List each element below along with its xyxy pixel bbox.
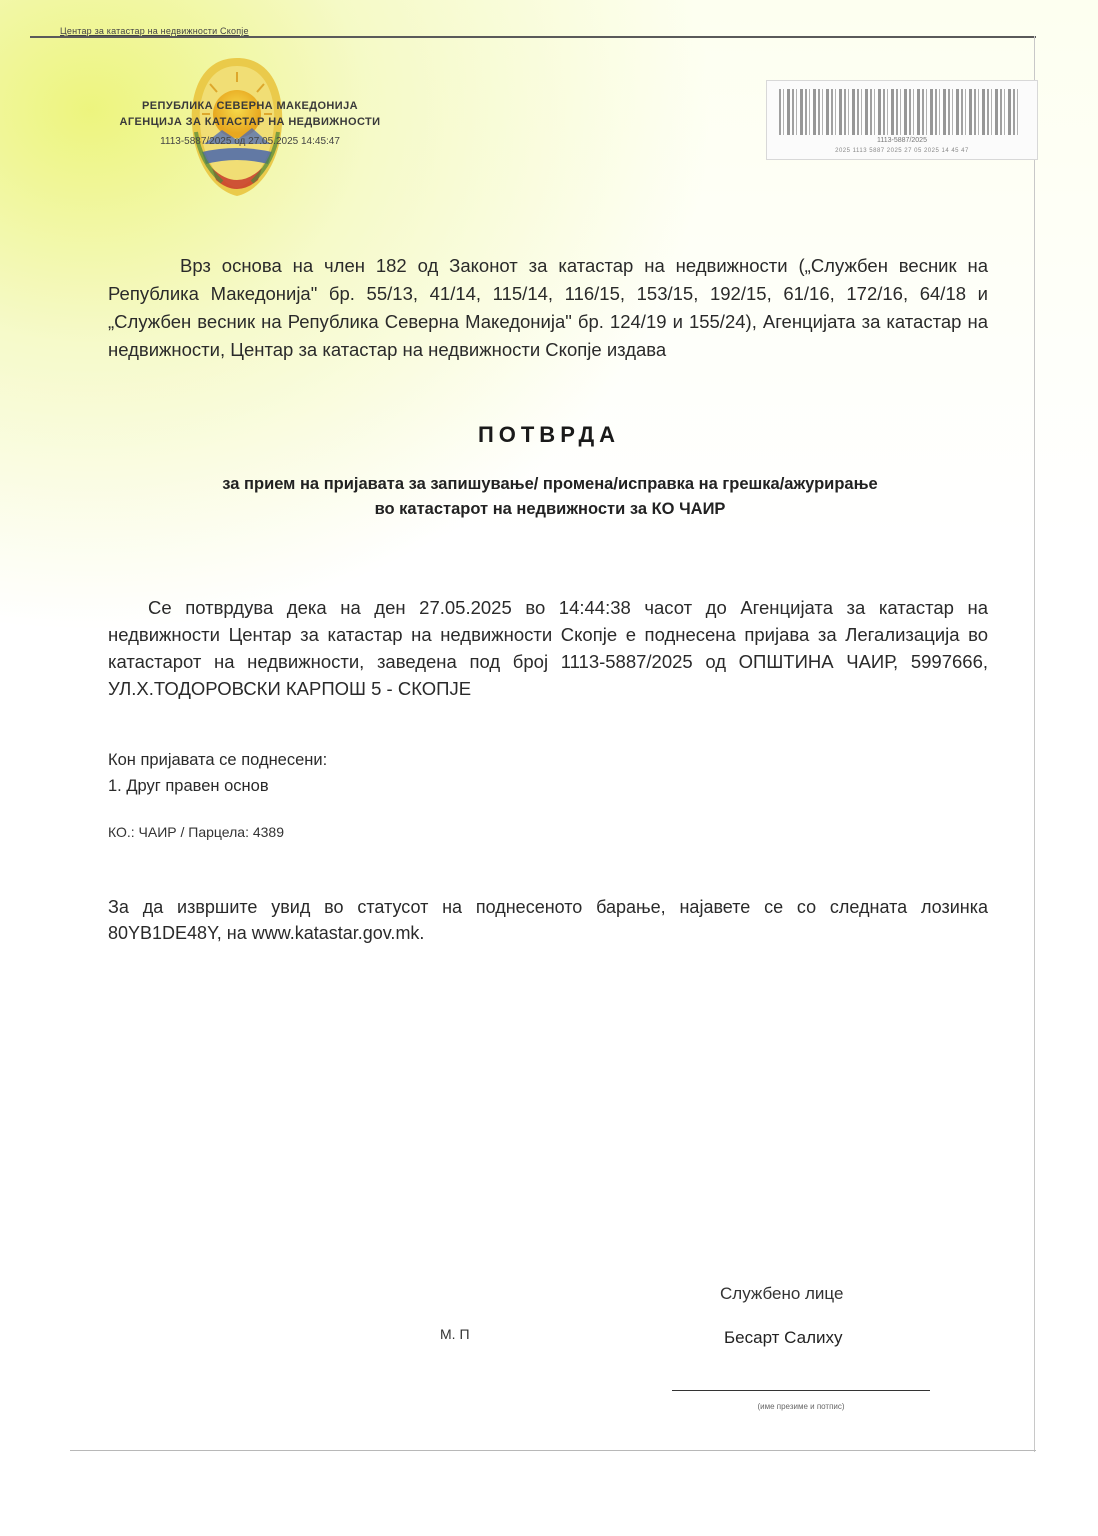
signature-line [672, 1390, 930, 1391]
top-office-label: Центар за катастар на недвижности Скопје [60, 26, 249, 36]
page-bottom-rule [70, 1450, 1036, 1451]
official-name: Бесарт Салиху [724, 1328, 843, 1347]
parcel-info: КО.: ЧАИР / Парцела: 4389 [108, 824, 284, 840]
barcode-caption: 2025 1113 5887 2025 27 05 2025 14 45 47 [835, 148, 969, 154]
legal-basis-paragraph: Врз основа на член 182 од Законот за катастар на недвижности („Службен весник на Република Македонија" бр. 55/13, 41/14, 115/14, 116/15, 153/15, 192/15, 61/16, 172/16, 64/18 и „Службен весник на Република Северна Македонија" бр. 124/19 и 155/24), Агенцијата за катастар на недвижности, Центар за катастар на недвижности Скопје издава [108, 255, 988, 360]
login-instructions: За да извршите увид во статусот на поднесеното барање, најавете се со следната лозинка 80YB1DE48Y, на www.katastar.gov.mk. [108, 897, 988, 943]
subtitle-line-1: за прием на пријавата за запишување/ промена/исправка на грешка/ажурирање [222, 475, 878, 493]
barcode-icon [779, 89, 1019, 135]
registration-number: 1113-5887/2025 од 27.05.2025 14:45:47 [160, 136, 340, 147]
signature-caption: (име презиме и потпис) [757, 1402, 845, 1411]
official-title: Службено лице [720, 1284, 844, 1303]
attachments-block [108, 747, 608, 799]
document-subtitle [90, 472, 1010, 522]
barcode-box [766, 80, 1038, 160]
confirmation-paragraph: Се потврдува дека на ден 27.05.2025 во 14:44:38 часот до Агенцијата за катастар на недвижности Центар за катастар на недвижности Скопје е поднесена пријава за Легализација во катастарот на недвижности, заведена под број 1113-5887/2025 од ОПШТИНА ЧАИР, 5997666, УЛ.Х.ТОДОРОВСКИ КАРПОШ 5 - СКОПЈЕ [108, 597, 988, 699]
attachment-item: 1. Друг правен основ [108, 777, 269, 795]
page-right-rule [1034, 36, 1035, 1452]
attachments-heading: Кон пријавата се поднесени: [108, 751, 328, 769]
institution-country: РЕПУБЛИКА СЕВЕРНА МАКЕДОНИЈА [142, 100, 358, 112]
document-title: ПОТВРДА [477, 422, 621, 447]
barcode-number: 1113-5887/2025 [877, 137, 927, 144]
stamp-place: М. П [440, 1326, 470, 1342]
institution-agency: АГЕНЦИЈА ЗА КАТАСТАР НА НЕДВИЖНОСТИ [119, 116, 381, 128]
institution-header [70, 100, 430, 147]
subtitle-line-2: во катастарот на недвижности за КО ЧАИР [374, 500, 726, 518]
page-top-rule [30, 36, 1036, 38]
